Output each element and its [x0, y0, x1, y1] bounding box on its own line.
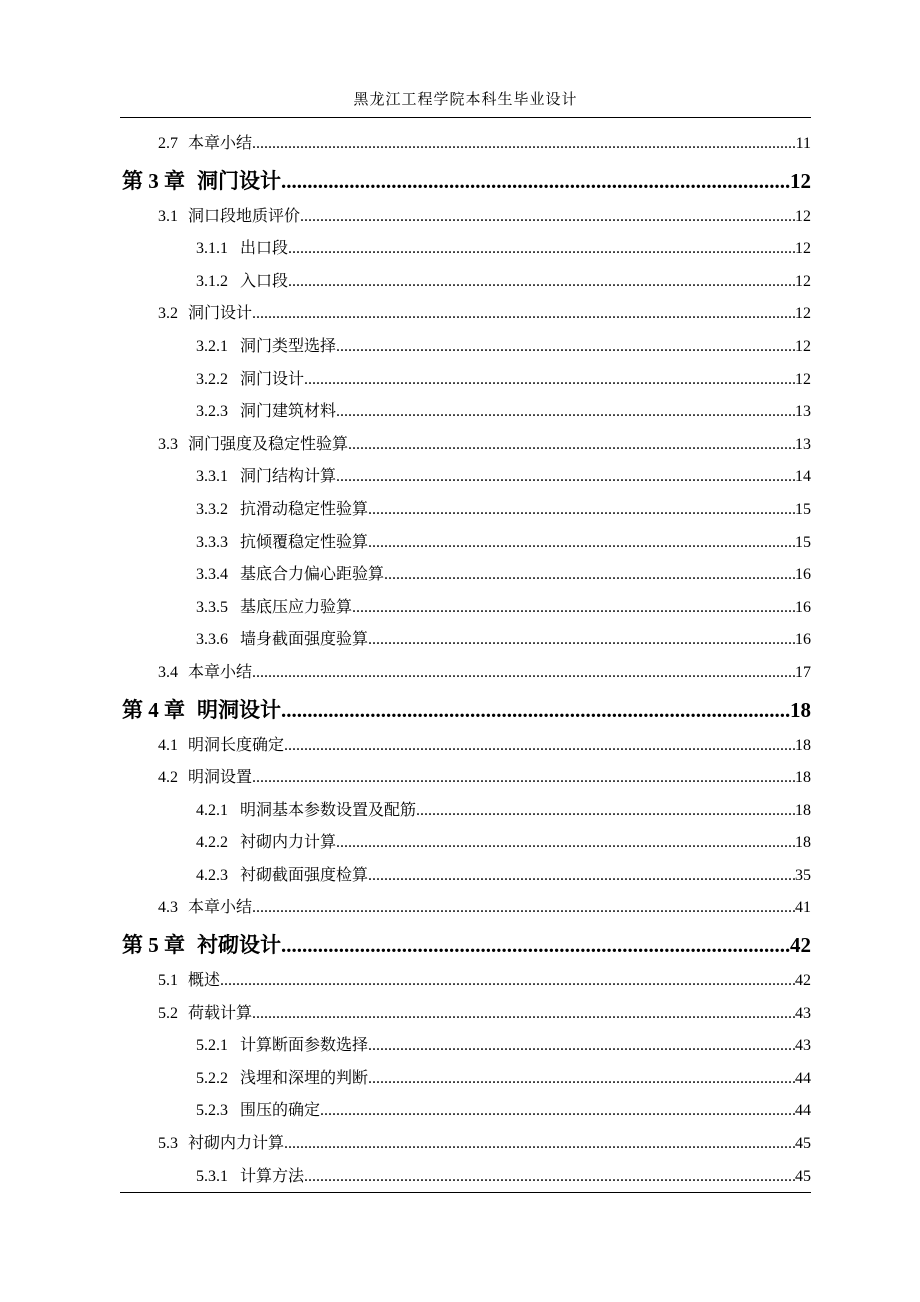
toc-dot-leader [368, 527, 795, 560]
toc-entry-title: 洞门结构计算 [240, 468, 337, 486]
toc-entry-number: 3.1 [158, 207, 178, 225]
toc-subsection-entry[interactable] [120, 860, 811, 893]
toc-entry-page-number: 42 [790, 933, 811, 958]
toc-entry-page-number: 12 [790, 168, 811, 193]
toc-entry-number: 3.3.2 [196, 500, 228, 518]
toc-entry-page-number: 17 [795, 663, 811, 681]
toc-entry-number: 第 3 章 [122, 168, 185, 193]
toc-dot-leader [252, 762, 795, 795]
toc-entry-number: 3.2.2 [196, 370, 228, 388]
toc-subsection-entry[interactable] [120, 1063, 811, 1096]
toc-section-entry[interactable] [120, 298, 811, 331]
toc-entry-number: 3.3.5 [196, 598, 228, 616]
toc-entry-title: 入口段 [240, 272, 289, 290]
toc-dot-leader [368, 1063, 795, 1096]
toc-section-entry[interactable] [120, 762, 811, 795]
toc-entry-title: 洞门设计 [197, 168, 281, 193]
toc-entry-number: 5.2.2 [196, 1069, 228, 1087]
toc-dot-leader [368, 860, 795, 893]
toc-entry-title: 概述 [188, 972, 221, 990]
toc-entry-number: 3.1.2 [196, 272, 228, 290]
toc-dot-leader [252, 128, 796, 161]
toc-entry-page-number: 16 [795, 598, 811, 616]
toc-section-entry[interactable] [120, 892, 811, 925]
toc-entry-number: 5.2.1 [196, 1037, 228, 1055]
toc-entry-title: 洞门设计 [240, 370, 305, 388]
toc-entry-title: 明洞设置 [188, 769, 253, 787]
toc-entry-number: 4.2.3 [196, 866, 228, 884]
toc-dot-leader [336, 461, 795, 494]
toc-section-entry[interactable] [120, 730, 811, 763]
toc-dot-leader [336, 827, 795, 860]
toc-entry-title: 墙身截面强度验算 [240, 631, 369, 649]
toc-entry-title: 计算断面参数选择 [240, 1037, 369, 1055]
toc-entry-page-number: 18 [795, 736, 811, 754]
toc-entry-number: 5.1 [158, 972, 178, 990]
page-header-title: 黑龙江工程学院本科生毕业设计 [353, 92, 578, 108]
toc-entry-page-number: 12 [795, 240, 811, 258]
toc-entry-title: 浅埋和深埋的判断 [240, 1069, 369, 1087]
toc-entry-page-number: 18 [790, 697, 811, 722]
toc-entry-title: 衬砌内力计算 [188, 1135, 285, 1153]
toc-entry-page-number: 35 [795, 866, 811, 884]
toc-subsection-entry[interactable] [120, 1030, 811, 1063]
toc-section-entry[interactable] [120, 998, 811, 1031]
toc-dot-leader [220, 965, 795, 998]
toc-dot-leader [288, 266, 795, 299]
toc-entry-page-number: 15 [795, 500, 811, 518]
toc-entry-page-number: 12 [795, 370, 811, 388]
toc-entry-title: 衬砌截面强度检算 [240, 866, 369, 884]
toc-dot-leader [252, 892, 795, 925]
toc-dot-leader [288, 233, 795, 266]
toc-entry-number: 3.3 [158, 435, 178, 453]
toc-entry-page-number: 14 [795, 468, 811, 486]
toc-subsection-entry[interactable] [120, 1161, 811, 1194]
toc-entry-page-number: 43 [795, 1037, 811, 1055]
toc-entry-page-number: 44 [795, 1102, 811, 1120]
toc-entry-page-number: 12 [795, 272, 811, 290]
toc-entry-title: 洞口段地质评价 [188, 207, 301, 225]
toc-chapter-entry[interactable] [120, 161, 811, 201]
toc-subsection-entry[interactable] [120, 1095, 811, 1128]
toc-entry-title: 抗倾覆稳定性验算 [240, 533, 369, 551]
toc-entry-number: 4.2.2 [196, 834, 228, 852]
toc-dot-leader [281, 925, 790, 965]
toc-entry-title: 围压的确定 [240, 1102, 321, 1120]
toc-entry-number: 4.3 [158, 899, 178, 917]
toc-entry-title: 洞门类型选择 [240, 337, 337, 355]
toc-dot-leader [252, 657, 795, 690]
toc-entry-number: 3.3.6 [196, 631, 228, 649]
toc-entry-title: 本章小结 [188, 899, 253, 917]
toc-entry-page-number: 15 [795, 533, 811, 551]
toc-entry-number: 3.3.3 [196, 533, 228, 551]
toc-entry-number: 5.3.1 [196, 1167, 228, 1185]
toc-entry-title: 基底压应力验算 [240, 598, 353, 616]
toc-entry-number: 3.2.3 [196, 403, 228, 421]
toc-entry-title: 荷载计算 [188, 1004, 253, 1022]
toc-entry-page-number: 16 [795, 631, 811, 649]
toc-entry-number: 5.2 [158, 1004, 178, 1022]
toc-dot-leader [368, 624, 795, 657]
toc-dot-leader [284, 1128, 795, 1161]
toc-entry-title: 衬砌设计 [197, 933, 281, 958]
toc-dot-leader [368, 494, 795, 527]
toc-entry-page-number: 42 [795, 972, 811, 990]
toc-dot-leader [320, 1095, 795, 1128]
toc-section-entry[interactable] [120, 965, 811, 998]
toc-subsection-entry[interactable] [120, 559, 811, 592]
toc-entry-page-number: 13 [795, 435, 811, 453]
table-of-contents [120, 128, 811, 1193]
toc-dot-leader [284, 730, 795, 763]
toc-entry-number: 5.3 [158, 1135, 178, 1153]
toc-subsection-entry[interactable] [120, 795, 811, 828]
toc-entry-title: 洞门设计 [188, 305, 253, 323]
toc-section-entry[interactable] [120, 429, 811, 462]
toc-entry-number: 3.3.4 [196, 566, 228, 584]
toc-entry-title: 抗滑动稳定性验算 [240, 500, 369, 518]
toc-entry-number: 3.4 [158, 663, 178, 681]
toc-subsection-entry[interactable] [120, 624, 811, 657]
header-rule [120, 117, 811, 118]
toc-entry-title: 本章小结 [188, 135, 253, 152]
toc-entry-number: 4.2 [158, 769, 178, 787]
toc-subsection-entry[interactable] [120, 827, 811, 860]
toc-dot-leader [281, 690, 790, 730]
toc-entry-number: 第 5 章 [122, 933, 185, 958]
toc-dot-leader [300, 201, 795, 234]
toc-entry-page-number: 11 [795, 135, 811, 152]
toc-dot-leader [416, 795, 795, 828]
toc-entry-title: 明洞长度确定 [188, 736, 285, 754]
toc-subsection-entry[interactable] [120, 396, 811, 429]
toc-entry-title: 明洞基本参数设置及配筋 [240, 801, 417, 819]
toc-entry-page-number: 18 [795, 801, 811, 819]
toc-entry-page-number: 43 [795, 1004, 811, 1022]
toc-entry-number: 5.2.3 [196, 1102, 228, 1120]
toc-entry-number: 4.1 [158, 736, 178, 754]
toc-entry-page-number: 12 [795, 337, 811, 355]
toc-entry-title: 基底合力偏心距验算 [240, 566, 385, 584]
toc-subsection-entry[interactable] [120, 592, 811, 625]
toc-dot-leader [252, 998, 795, 1031]
toc-section-entry[interactable] [120, 201, 811, 234]
toc-dot-leader [368, 1030, 795, 1063]
toc-section-entry[interactable] [120, 657, 811, 690]
toc-entry-page-number: 12 [795, 207, 811, 225]
toc-entry-number: 3.3.1 [196, 468, 228, 486]
toc-entry-title: 洞门强度及稳定性验算 [188, 435, 349, 453]
toc-entry-page-number: 45 [795, 1167, 811, 1185]
toc-dot-leader [252, 298, 795, 331]
toc-dot-leader [384, 559, 795, 592]
toc-subsection-entry[interactable] [120, 461, 811, 494]
toc-subsection-entry[interactable] [120, 494, 811, 527]
toc-entry-title: 衬砌内力计算 [240, 834, 337, 852]
toc-entry-number: 第 4 章 [122, 697, 185, 722]
toc-entry-number: 3.2.1 [196, 337, 228, 355]
toc-entry-page-number: 12 [795, 305, 811, 323]
toc-entry-page-number: 16 [795, 566, 811, 584]
toc-entry-number: 3.2 [158, 305, 178, 323]
toc-entry-page-number: 41 [795, 899, 811, 917]
footer-rule [120, 1192, 811, 1193]
toc-dot-leader [304, 1161, 795, 1194]
toc-entry-page-number: 44 [795, 1069, 811, 1087]
toc-dot-leader [336, 331, 795, 364]
toc-entry-title: 计算方法 [240, 1167, 305, 1185]
toc-entry-page-number: 18 [795, 769, 811, 787]
toc-dot-leader [336, 396, 795, 429]
toc-dot-leader [348, 429, 795, 462]
toc-entry-page-number: 13 [795, 403, 811, 421]
toc-dot-leader [281, 161, 790, 201]
toc-entry-number: 3.1.1 [196, 240, 228, 258]
toc-entry-title: 明洞设计 [197, 697, 281, 722]
toc-section-entry[interactable] [120, 1128, 811, 1161]
toc-chapter-entry[interactable] [120, 925, 811, 965]
toc-entry-title: 出口段 [240, 240, 289, 258]
toc-entry-number: 2.7 [158, 135, 178, 152]
toc-subsection-entry[interactable] [120, 331, 811, 364]
toc-entry-title: 洞门建筑材料 [240, 403, 337, 421]
toc-subsection-entry[interactable] [120, 266, 811, 299]
toc-dot-leader [352, 592, 795, 625]
toc-subsection-entry[interactable] [120, 364, 811, 397]
toc-section-entry[interactable] [120, 128, 811, 161]
toc-entry-page-number: 18 [795, 834, 811, 852]
toc-entry-number: 4.2.1 [196, 801, 228, 819]
toc-entry-title: 本章小结 [188, 663, 253, 681]
toc-subsection-entry[interactable] [120, 233, 811, 266]
toc-entry-page-number: 45 [795, 1135, 811, 1153]
toc-subsection-entry[interactable] [120, 527, 811, 560]
toc-chapter-entry[interactable] [120, 690, 811, 730]
toc-dot-leader [304, 364, 795, 397]
